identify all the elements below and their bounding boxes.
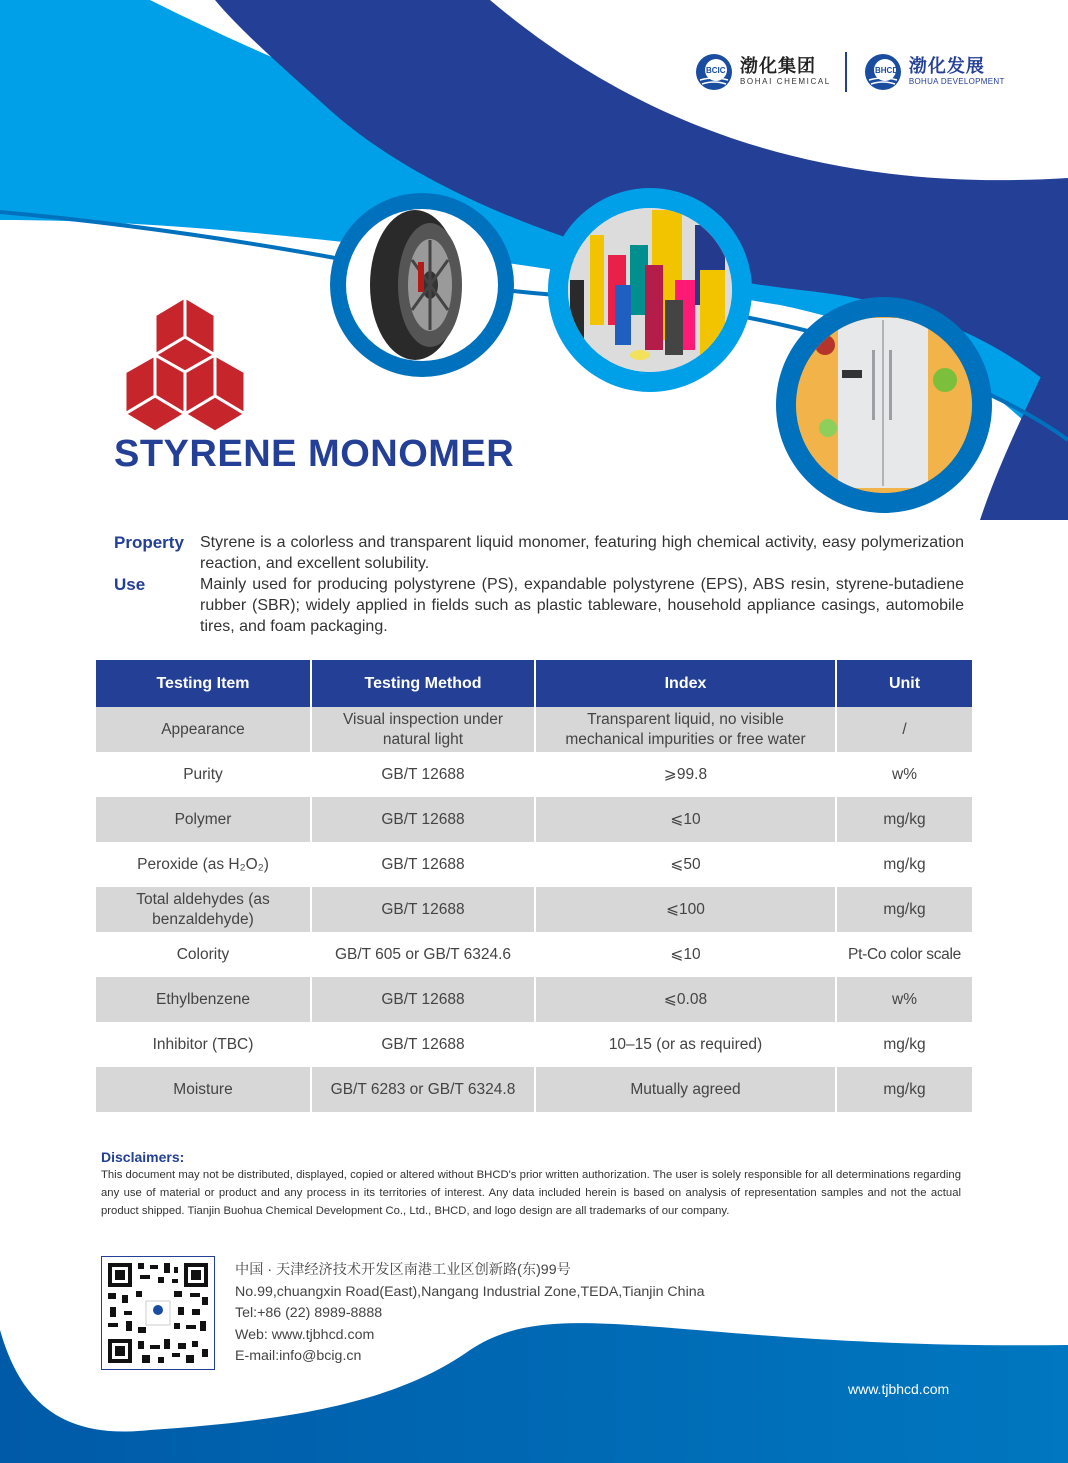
plastic-rods-photo <box>548 188 752 392</box>
use-section <box>114 574 964 637</box>
logo-bohua-development <box>863 52 1005 92</box>
cell-item: Purity <box>96 752 311 797</box>
cell-index: ⩽10 <box>535 797 836 842</box>
cell-index: ⩽10 <box>535 932 836 977</box>
bhcd-logo-icon <box>863 52 903 92</box>
cell-index: ⩽100 <box>535 887 836 932</box>
cell-item-text: Total aldehydes (as benzaldehyde) <box>136 890 270 928</box>
use-text: Mainly used for producing polystyrene (PS), expandable polystyrene (EPS), ABS resin, styrene-butadiene rubber (SBR); widely applied in fields such as plastic tableware, household appliance casings, automobile tires, and foam packaging. <box>200 576 964 635</box>
cell-method <box>311 707 535 752</box>
logo-en-name: BOHAI CHEMICAL <box>740 77 831 86</box>
cell-method: GB/T 12688 <box>311 797 535 842</box>
svg-text:BCIC: BCIC <box>706 66 726 75</box>
email[interactable]: E-mail:info@bcig.cn <box>235 1348 362 1364</box>
cell-item: Polymer <box>96 797 311 842</box>
cell-method: GB/T 12688 <box>311 887 535 932</box>
cell-unit: mg/kg <box>836 1067 972 1112</box>
cell-unit: mg/kg <box>836 797 972 842</box>
cell-index: ⩾99.8 <box>535 752 836 797</box>
cell-item: Appearance <box>96 707 311 752</box>
logo-divider <box>845 52 847 92</box>
header-index: Index <box>535 660 836 707</box>
contact-info <box>235 1260 705 1368</box>
header-unit: Unit <box>836 660 972 707</box>
table-row <box>96 707 972 752</box>
specification-table <box>96 660 972 1112</box>
cell-unit: w% <box>836 752 972 797</box>
cell-item: Peroxide (as H₂O₂) <box>96 842 311 887</box>
cell-unit: mg/kg <box>836 842 972 887</box>
property-label: Property <box>114 533 184 552</box>
cell-index: Mutually agreed <box>535 1067 836 1112</box>
telephone: Tel:+86 (22) 8989-8888 <box>235 1305 383 1321</box>
bcic-logo-icon <box>694 52 734 92</box>
cell-item <box>96 887 311 932</box>
table-row <box>96 842 972 887</box>
cell-method: GB/T 6283 or GB/T 6324.8 <box>311 1067 535 1112</box>
cell-item: Ethylbenzene <box>96 977 311 1022</box>
cell-method: GB/T 12688 <box>311 1022 535 1067</box>
company-logos <box>694 50 1014 94</box>
header-testing-method: Testing Method <box>311 660 535 707</box>
cubes-icon <box>125 297 245 432</box>
qr-code-icon <box>102 1257 214 1369</box>
cell-unit: mg/kg <box>836 887 972 932</box>
table-row <box>96 752 972 797</box>
property-text: Styrene is a colorless and transparent liquid monomer, featuring high chemical activity, easy polymerization reaction, and excellent solubility. <box>200 534 964 572</box>
table-header-row <box>96 660 972 707</box>
cell-item: Moisture <box>96 1067 311 1112</box>
cell-method: GB/T 12688 <box>311 752 535 797</box>
property-section <box>114 532 964 574</box>
cell-item: Colority <box>96 932 311 977</box>
cell-method: GB/T 12688 <box>311 977 535 1022</box>
logo-bohai-chemical <box>694 52 831 92</box>
tire-photo <box>330 193 514 377</box>
cell-unit: mg/kg <box>836 1022 972 1067</box>
cell-index <box>535 707 836 752</box>
table-row <box>96 977 972 1022</box>
disclaimer-section <box>101 1149 961 1220</box>
cell-unit: Pt-Co color scale <box>836 932 972 977</box>
header-testing-item: Testing Item <box>96 660 311 707</box>
cell-index: ⩽0.08 <box>535 977 836 1022</box>
cell-unit: w% <box>836 977 972 1022</box>
cell-index: 10–15 (or as required) <box>535 1022 836 1067</box>
refrigerator-photo <box>776 297 992 513</box>
website[interactable]: Web: www.tjbhcd.com <box>235 1326 375 1343</box>
table-row <box>96 887 972 932</box>
disclaimer-title: Disclaimers: <box>101 1149 185 1165</box>
cell-method-text: Visual inspection under natural light <box>343 710 503 748</box>
cell-unit: / <box>836 707 972 752</box>
address-cn: 中国 · 天津经济技术开发区南港工业区创新路(东)99号 <box>235 1262 571 1278</box>
table-row <box>96 797 972 842</box>
cell-item: Inhibitor (TBC) <box>96 1022 311 1067</box>
cell-index-text: Transparent liquid, no visible mechanical impurities or free water <box>565 710 806 748</box>
cell-method: GB/T 12688 <box>311 842 535 887</box>
footer-website-link[interactable]: www.tjbhcd.com <box>848 1381 950 1397</box>
table-row <box>96 932 972 977</box>
cell-method: GB/T 605 or GB/T 6324.6 <box>311 932 535 977</box>
use-label: Use <box>114 575 146 594</box>
cell-index: ⩽50 <box>535 842 836 887</box>
svg-text:BHCD: BHCD <box>874 66 898 75</box>
logo-en-name: BOHUA DEVELOPMENT <box>908 77 1005 86</box>
table-row <box>96 1022 972 1067</box>
qr-code[interactable] <box>101 1256 215 1370</box>
logo-cn-name: 渤化发展 <box>908 56 985 77</box>
table-row <box>96 1067 972 1112</box>
product-title: STYRENE MONOMER <box>114 433 515 475</box>
address-en: No.99,chuangxin Road(East),Nangang Industrial Zone,TEDA,Tianjin China <box>235 1283 705 1300</box>
logo-cn-name: 渤化集团 <box>740 56 816 77</box>
disclaimer-text: This document may not be distributed, displayed, copied or altered without BHCD's prior written authorization. The user is solely responsible for all determinations regarding any use of material or product and any process in its territories of interest. Any data included herein is based on analysis of representation samples and not the actual product shipped. Tianjin Buohua Chemical Development Co., Ltd., BHCD, and logo design are all trademarks of our company. <box>101 1169 961 1217</box>
